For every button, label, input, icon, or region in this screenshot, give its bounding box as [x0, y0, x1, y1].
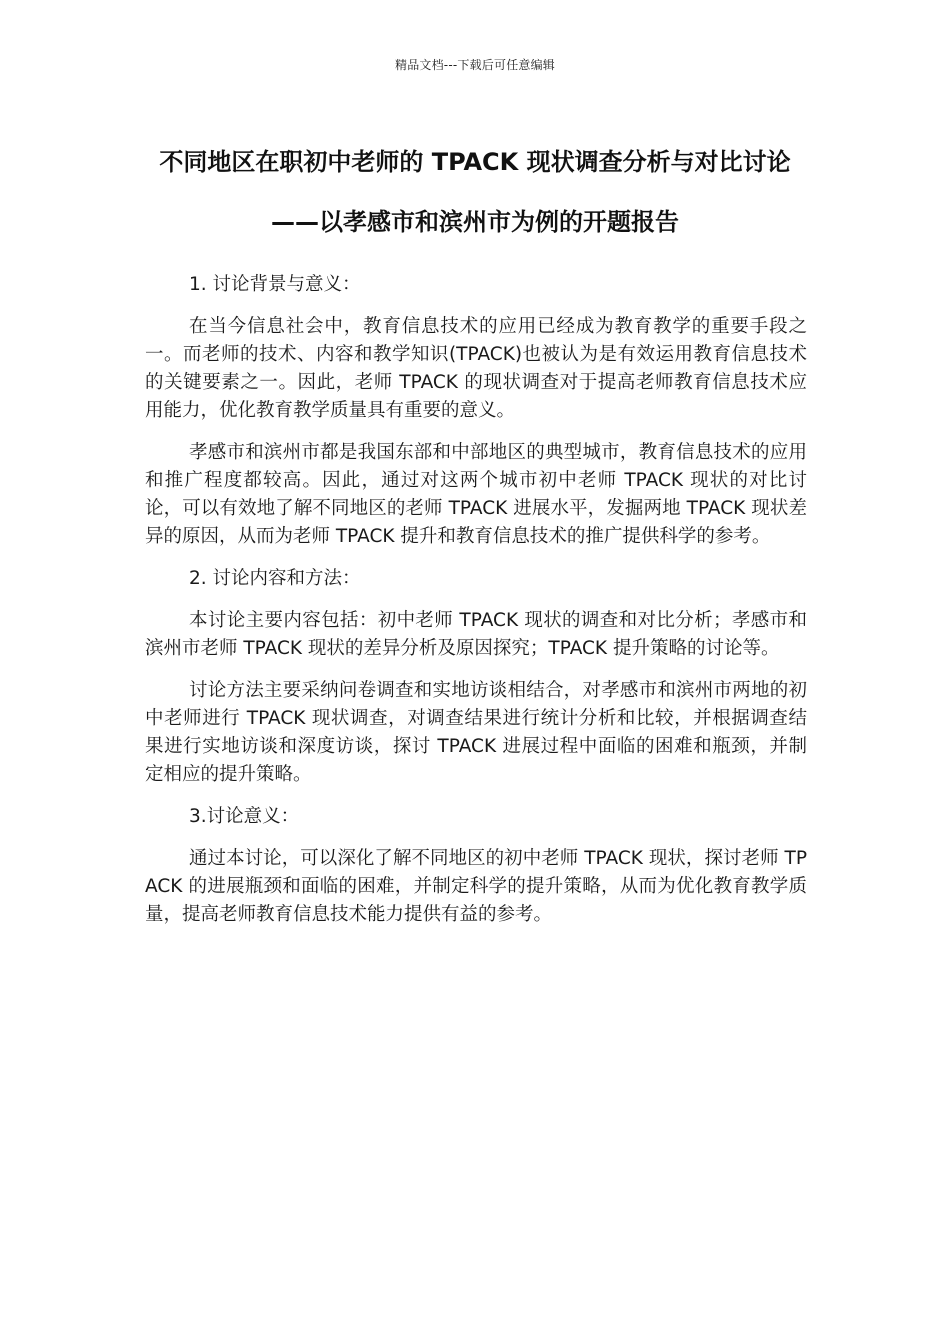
paragraph: 在当今信息社会中，教育信息技术的应用已经成为教育教学的重要手段之一。而老师的技术、内容和教学知识(TPACK)也被认为是有效运用教育信息技术的关键要素之一。因此，老师 TPACK 的现状调查对于提高老师教育信息技术应用能力，优化教育教学质量具有重要的意义。	[145, 316, 807, 421]
section-heading: 3.讨论意义：	[189, 806, 300, 827]
section-heading: 2. 讨论内容和方法：	[189, 568, 361, 589]
paragraph: 通过本讨论，可以深化了解不同地区的初中老师 TPACK 现状，探讨老师 TPACK 的进展瓶颈和面临的困难，并制定科学的提升策略，从而为优化教育教学质量，提高老师教育信息技术能力提供有益的参考。	[145, 848, 807, 925]
document-title: 不同地区在职初中老师的 TPACK 现状调查分析与对比讨论——以孝感市和滨州市为例的开题报告	[159, 148, 791, 236]
paragraph: 本讨论主要内容包括：初中老师 TPACK 现状的调查和对比分析；孝感市和滨州市老师 TPACK 现状的差异分析及原因探究；TPACK 提升策略的讨论等。	[145, 610, 807, 659]
page-header: 精品文档---下载后可任意编辑	[395, 58, 555, 72]
section-background	[145, 271, 807, 551]
section-significance	[145, 803, 807, 929]
document-body	[145, 271, 807, 943]
paragraph: 讨论方法主要采纳问卷调查和实地访谈相结合，对孝感市和滨州市两地的初中老师进行 TPACK 现状调查，对调查结果进行统计分析和比较，并根据调查结果进行实地访谈和深度访谈，探讨 TPACK 进展过程中面临的困难和瓶颈，并制定相应的提升策略。	[145, 680, 807, 785]
section-heading: 1. 讨论背景与意义：	[189, 274, 361, 295]
section-content-methods	[145, 565, 807, 789]
paragraph: 孝感市和滨州市都是我国东部和中部地区的典型城市，教育信息技术的应用和推广程度都较高。因此，通过对这两个城市初中老师 TPACK 现状的对比讨论，可以有效地了解不同地区的老师 TPACK 进展水平，发掘两地 TPACK 现状差异的原因，从而为老师 TPACK 提升和教育信息技术的推广提供科学的参考。	[145, 442, 807, 547]
